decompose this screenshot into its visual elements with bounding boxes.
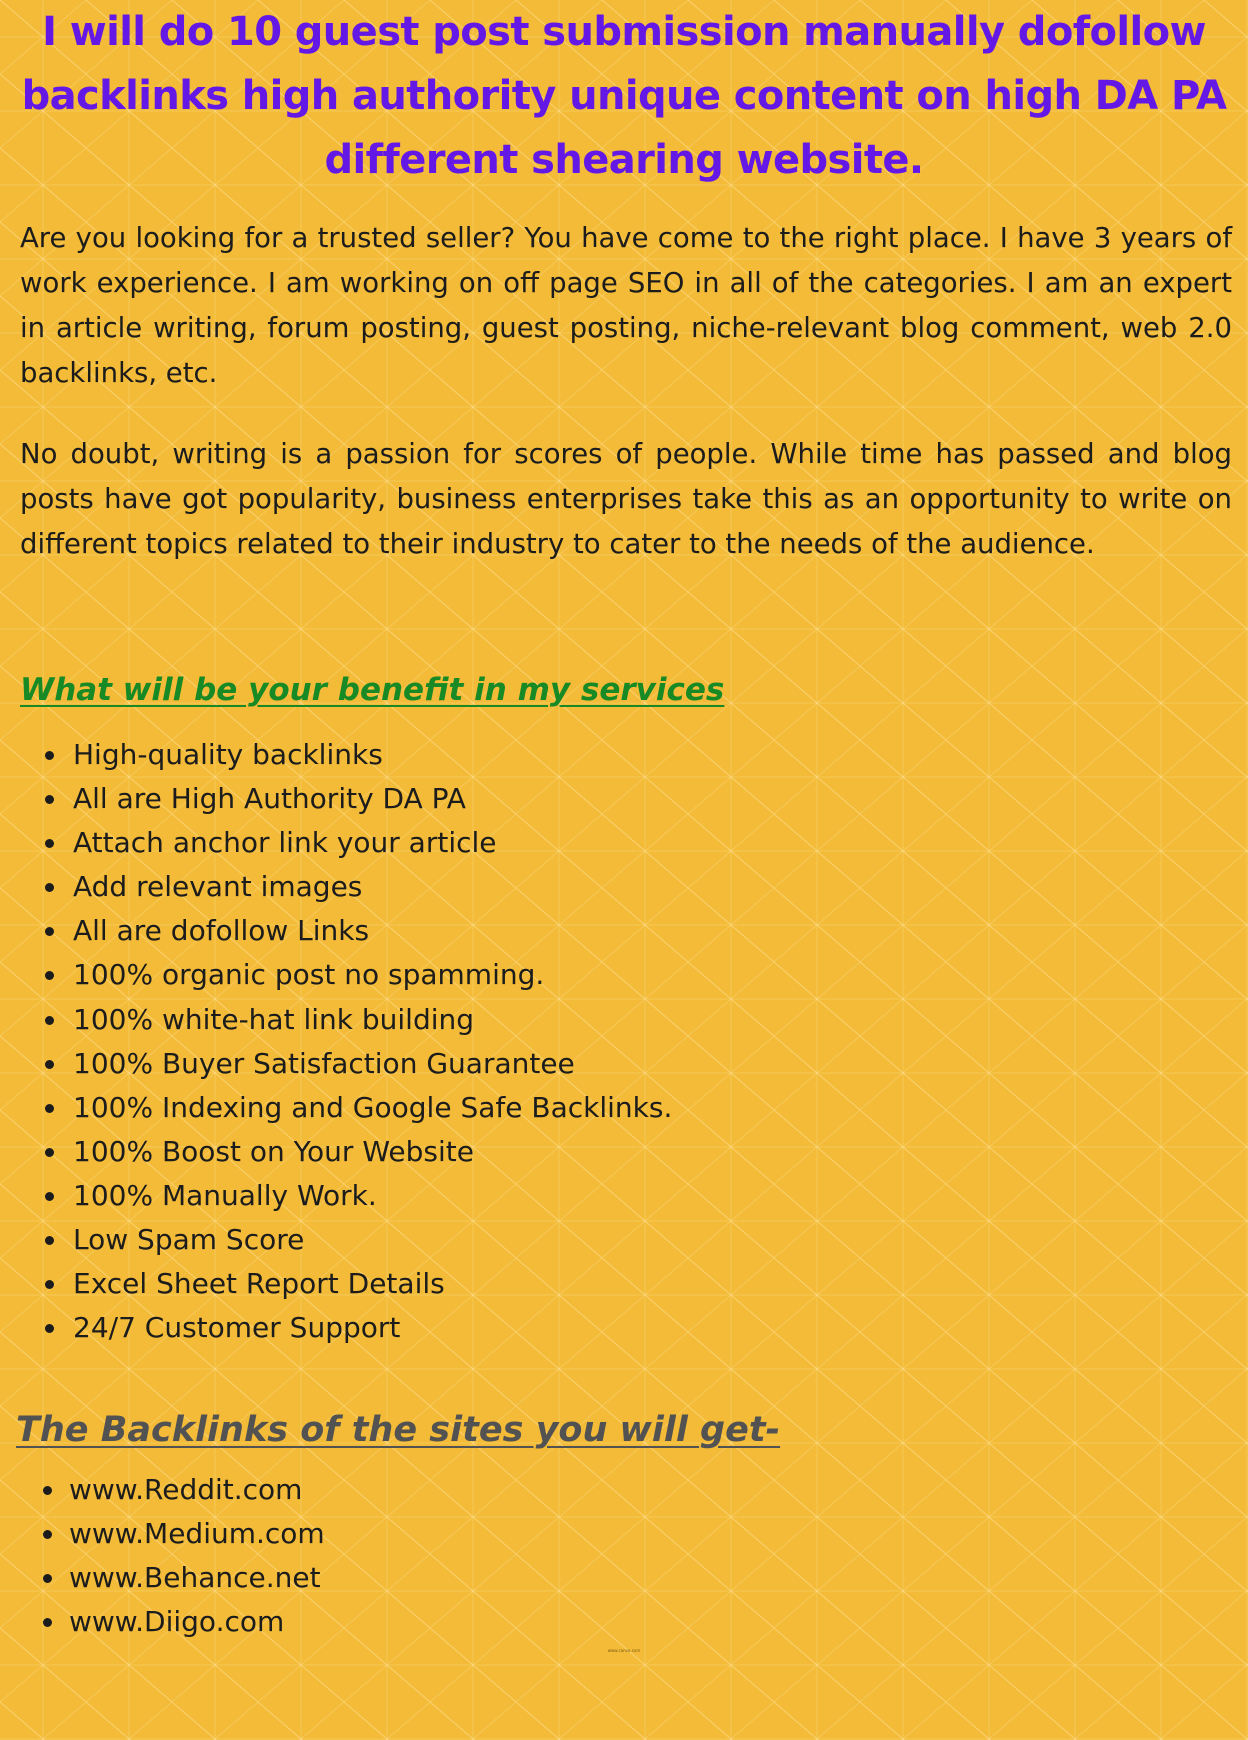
bullet-icon	[45, 795, 54, 804]
list-item	[73, 1218, 672, 1262]
bullet-icon	[45, 1060, 54, 1069]
footer-watermark: www.canva.com	[607, 1648, 641, 1653]
page-title: I will do 10 guest post submission manually dofollow backlinks high authority unique content on high DA PA different shearing website.	[21, 9, 1227, 183]
bullet-icon	[45, 1148, 54, 1157]
site-text: www.Diigo.com	[69, 1605, 285, 1639]
benefit-text: 100% organic post no spamming.	[73, 958, 545, 992]
list-item	[73, 865, 672, 909]
benefits-heading: What will be your benefit in my services	[20, 672, 725, 708]
bullet-icon	[45, 751, 54, 760]
list-item	[73, 1262, 672, 1306]
bullet-icon	[45, 1016, 54, 1025]
benefit-text: All are High Authority DA PA	[73, 782, 466, 816]
bullet-icon	[45, 883, 54, 892]
bullet-icon	[45, 839, 54, 848]
bullet-icon	[45, 971, 54, 980]
benefit-text: Add relevant images	[73, 870, 363, 904]
list-item	[73, 1042, 672, 1086]
sites-heading: The Backlinks of the sites you will get-	[16, 1410, 781, 1450]
list-item	[73, 1130, 672, 1174]
list-item	[73, 998, 672, 1042]
intro-paragraph: Are you looking for a trusted seller? You have come to the right place. I have 3 years of work experience. I am working on off page SEO in all of the categories. I am an expert in article writing, forum posting, guest posting, niche-relevant blog comment, web 2.0 backlinks, etc.	[20, 222, 1232, 389]
bullet-icon	[43, 1574, 52, 1583]
bullet-icon	[43, 1618, 52, 1627]
benefit-text: 100% Indexing and Google Safe Backlinks.	[73, 1090, 673, 1124]
benefit-text: Low Spam Score	[73, 1223, 305, 1257]
benefit-text: All are dofollow Links	[73, 914, 370, 948]
benefit-text: 100% Buyer Satisfaction Guarantee	[73, 1046, 575, 1080]
benefits-list	[73, 733, 672, 1350]
bullet-icon	[45, 1236, 54, 1245]
site-text: www.Reddit.com	[69, 1473, 303, 1506]
bullet-icon	[43, 1530, 52, 1539]
benefit-text: Excel Sheet Report Details	[73, 1267, 445, 1301]
list-item	[69, 1512, 325, 1556]
list-item	[73, 733, 672, 777]
benefit-text: High-quality backlinks	[73, 738, 383, 771]
bullet-icon	[45, 1324, 54, 1333]
sites-list	[69, 1468, 325, 1644]
list-item	[73, 953, 672, 997]
list-item	[69, 1556, 325, 1600]
benefit-text: 24/7 Customer Support	[73, 1311, 401, 1345]
list-item	[73, 1086, 672, 1130]
bullet-icon	[45, 1280, 54, 1289]
site-text: www.Behance.net	[69, 1561, 321, 1595]
benefit-text: 100% white-hat link building	[73, 1002, 475, 1036]
site-text: www.Medium.com	[69, 1517, 325, 1551]
list-item	[73, 777, 672, 821]
list-item	[73, 1174, 672, 1218]
list-item	[69, 1600, 325, 1644]
bullet-icon	[45, 1192, 54, 1201]
bullet-icon	[45, 1104, 54, 1113]
list-item	[69, 1468, 325, 1512]
bullet-icon	[43, 1486, 52, 1495]
list-item	[73, 821, 672, 865]
list-item	[73, 909, 672, 953]
benefit-text: 100% Manually Work.	[73, 1178, 377, 1212]
writing-paragraph: No doubt, writing is a passion for scores of people. While time has passed and blog posts have got popularity, business enterprises take this as an opportunity to write on different topics related to their industry to cater to the needs of the audience.	[20, 438, 1232, 560]
benefit-text: 100% Boost on Your Website	[73, 1134, 474, 1168]
list-item	[73, 1306, 672, 1350]
bullet-icon	[45, 927, 54, 936]
benefit-text: Attach anchor link your article	[73, 826, 497, 860]
